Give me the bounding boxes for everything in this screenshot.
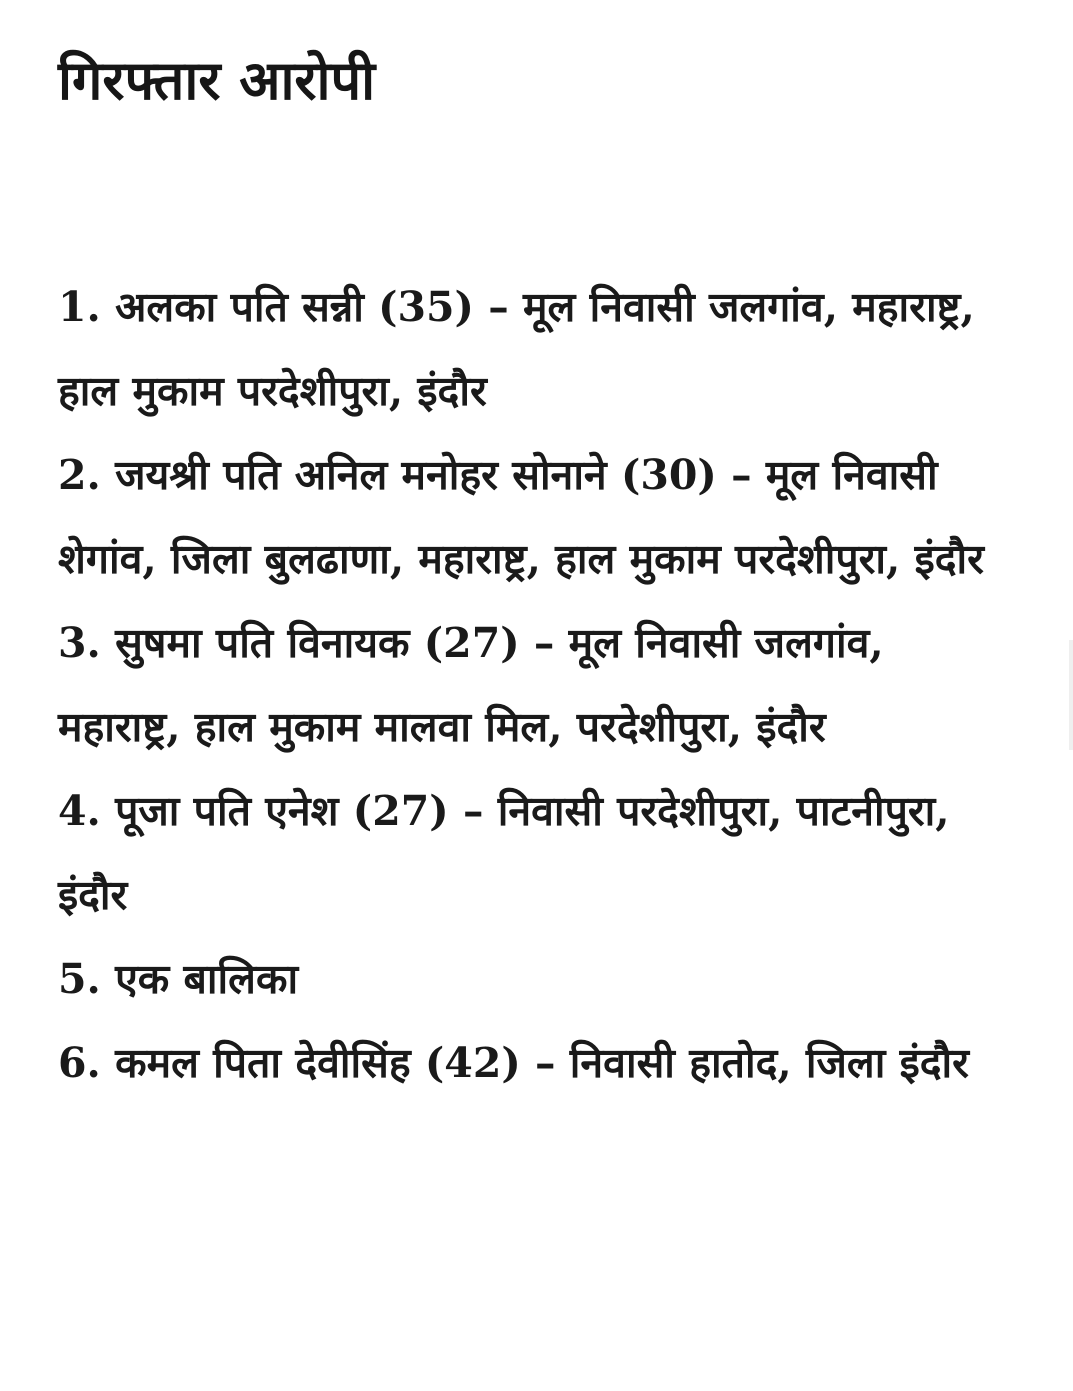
accused-list [58, 265, 1008, 1105]
list-item: 4. पूजा पति एनेश (27) – निवासी परदेशीपुरा, पाटनीपुरा, इंदौर [58, 786, 950, 919]
section-heading: गिरफ्तार आरोपी [58, 48, 376, 112]
article-section [58, 48, 1008, 1105]
list-item: 3. सुषमा पति विनायक (27) – मूल निवासी जलगांव, महाराष्ट्र, हाल मुकाम मालवा मिल, परदेशीपुरा, इंदौर [58, 618, 884, 751]
list-item: 5. एक बालिका [58, 954, 299, 1003]
list-item: 6. कमल पिता देवीसिंह (42) – निवासी हातोद, जिला इंदौर [58, 1038, 969, 1087]
list-item: 1. अलका पति सन्नी (35) – मूल निवासी जलगांव, महाराष्ट्र, हाल मुकाम परदेशीपुरा, इंदौर [58, 282, 975, 415]
list-item: 2. जयश्री पति अनिल मनोहर सोनाने (30) – मूल निवासी शेगांव, जिला बुलढाणा, महाराष्ट्र, हाल मुकाम परदेशीपुरा, इंदौर [58, 450, 984, 583]
scroll-indicator [1069, 640, 1073, 750]
